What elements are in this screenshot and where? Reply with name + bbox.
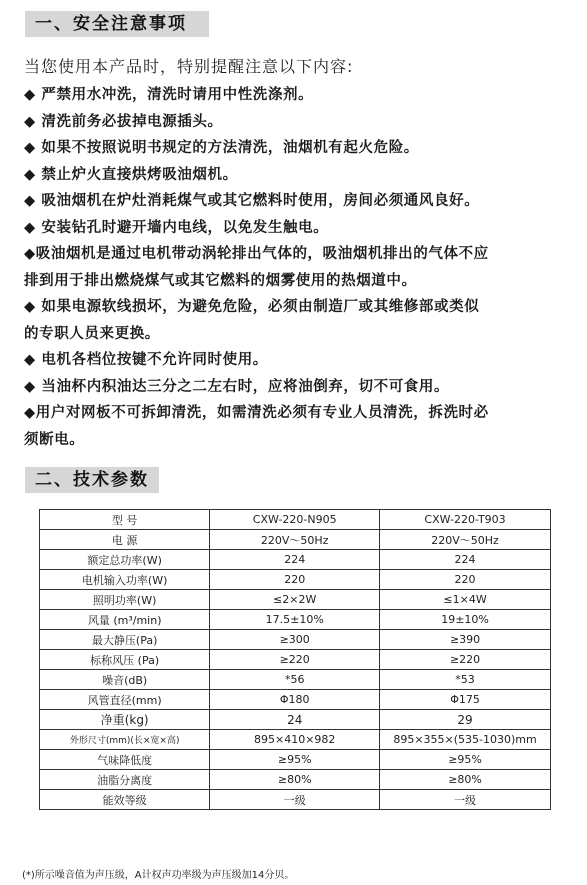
table-cell: 风量 (m³/min) <box>40 610 210 630</box>
warning-item: ◆ 当油杯内积油达三分之二左右时，应将油倒弃，切不可食用。 <box>24 378 450 395</box>
table-cell: 220 <box>210 570 380 590</box>
table-row <box>40 510 551 530</box>
table-row <box>40 710 551 730</box>
section-title-specs: 二、技术参数 <box>25 467 159 493</box>
table-row <box>40 670 551 690</box>
table-cell: 895×355×(535-1030)mm <box>380 730 551 750</box>
table-cell: 224 <box>210 550 380 570</box>
table-cell: 电机输入功率(W) <box>40 570 210 590</box>
warning-item: ◆ 清洗前务必拔掉电源插头。 <box>24 113 223 130</box>
warning-item: ◆ 电机各档位按键不允许同时使用。 <box>24 352 268 368</box>
warning-item: ◆用户对网板不可拆卸清洗，如需清洗必须有专业人员清洗，拆洗时必 须断电。 <box>24 405 489 448</box>
table-cell: 24 <box>210 710 380 730</box>
warning-item: ◆ 禁止炉火直接烘烤吸油烟机。 <box>24 166 238 183</box>
warning-list <box>24 82 576 453</box>
warning-item: ◆ 如果不按照说明书规定的方法清洗，油烟机有起火危险。 <box>24 140 419 156</box>
warning-item: ◆ 吸油烟机在炉灶消耗煤气或其它燃料时使用，房间必须通风良好。 <box>24 193 480 209</box>
table-cell: 型 号 <box>40 510 210 530</box>
table-cell: 额定总功率(W) <box>40 550 210 570</box>
spec-table <box>39 509 551 810</box>
table-cell: ≥220 <box>210 650 380 670</box>
table-cell: 一级 <box>380 790 551 810</box>
table-cell: 220V～50Hz <box>210 530 380 550</box>
table-row <box>40 790 551 810</box>
table-row <box>40 650 551 670</box>
warning-item: ◆吸油烟机是通过电机带动涡轮排出气体的，吸油烟机排出的气体不应 排到用于排出燃烧煤气或其它燃料的烟雾使用的热烟道中。 <box>24 246 489 289</box>
table-cell: CXW-220-T903 <box>380 510 551 530</box>
table-cell: 17.5±10% <box>210 610 380 630</box>
table-cell: 标称风压 (Pa) <box>40 650 210 670</box>
table-cell: 电 源 <box>40 530 210 550</box>
footnote: (*)所示噪音值为声压级，A计权声功率级为声压级加14分贝。 <box>22 870 295 881</box>
table-row <box>40 550 551 570</box>
table-cell: ≥80% <box>210 770 380 790</box>
table-row <box>40 750 551 770</box>
table-cell: ≥220 <box>380 650 551 670</box>
table-cell: 噪音(dB) <box>40 670 210 690</box>
table-cell: ≥95% <box>380 750 551 770</box>
table-cell: 能效等级 <box>40 790 210 810</box>
table-cell: *53 <box>380 670 551 690</box>
table-cell: 224 <box>380 550 551 570</box>
table-cell: 最大静压(Pa) <box>40 630 210 650</box>
table-cell: ≥95% <box>210 750 380 770</box>
warning-item: ◆ 安装钻孔时避开墙内电线，以免发生触电。 <box>24 219 329 236</box>
warning-item: ◆ 如果电源软线损坏，为避免危险，必须由制造厂或其维修部或类似 的专职人员来更换。 <box>24 299 480 342</box>
table-row <box>40 770 551 790</box>
table-row <box>40 630 551 650</box>
table-cell: 油脂分离度 <box>40 770 210 790</box>
table-cell: 19±10% <box>380 610 551 630</box>
table-cell: 29 <box>380 710 551 730</box>
warning-item: ◆ 严禁用水冲洗，清洗时请用中性洗涤剂。 <box>24 87 314 103</box>
table-cell: 净重(kg) <box>40 710 210 730</box>
table-cell: CXW-220-N905 <box>210 510 380 530</box>
table-cell: 220V～50Hz <box>380 530 551 550</box>
table-cell: ≥80% <box>380 770 551 790</box>
table-row <box>40 590 551 610</box>
table-cell: Φ175 <box>380 690 551 710</box>
table-cell: 895×410×982 <box>210 730 380 750</box>
table-cell: ≤2×2W <box>210 590 380 610</box>
table-cell: Φ180 <box>210 690 380 710</box>
section-title-safety: 一、安全注意事项 <box>25 11 209 37</box>
table-cell: 照明功率(W) <box>40 590 210 610</box>
table-cell: 气味降低度 <box>40 750 210 770</box>
intro-text: 当您使用本产品时，特别提醒注意以下内容: <box>24 57 354 76</box>
table-row <box>40 730 551 750</box>
table-row <box>40 690 551 710</box>
table-cell: 外形尺寸(mm)(长×宽×高) <box>40 730 210 750</box>
table-row <box>40 610 551 630</box>
table-cell: *56 <box>210 670 380 690</box>
table-cell: ≤1×4W <box>380 590 551 610</box>
table-cell: ≥300 <box>210 630 380 650</box>
table-row <box>40 570 551 590</box>
table-cell: ≥390 <box>380 630 551 650</box>
table-cell: 一级 <box>210 790 380 810</box>
table-row <box>40 530 551 550</box>
table-cell: 风管直径(mm) <box>40 690 210 710</box>
table-cell: 220 <box>380 570 551 590</box>
